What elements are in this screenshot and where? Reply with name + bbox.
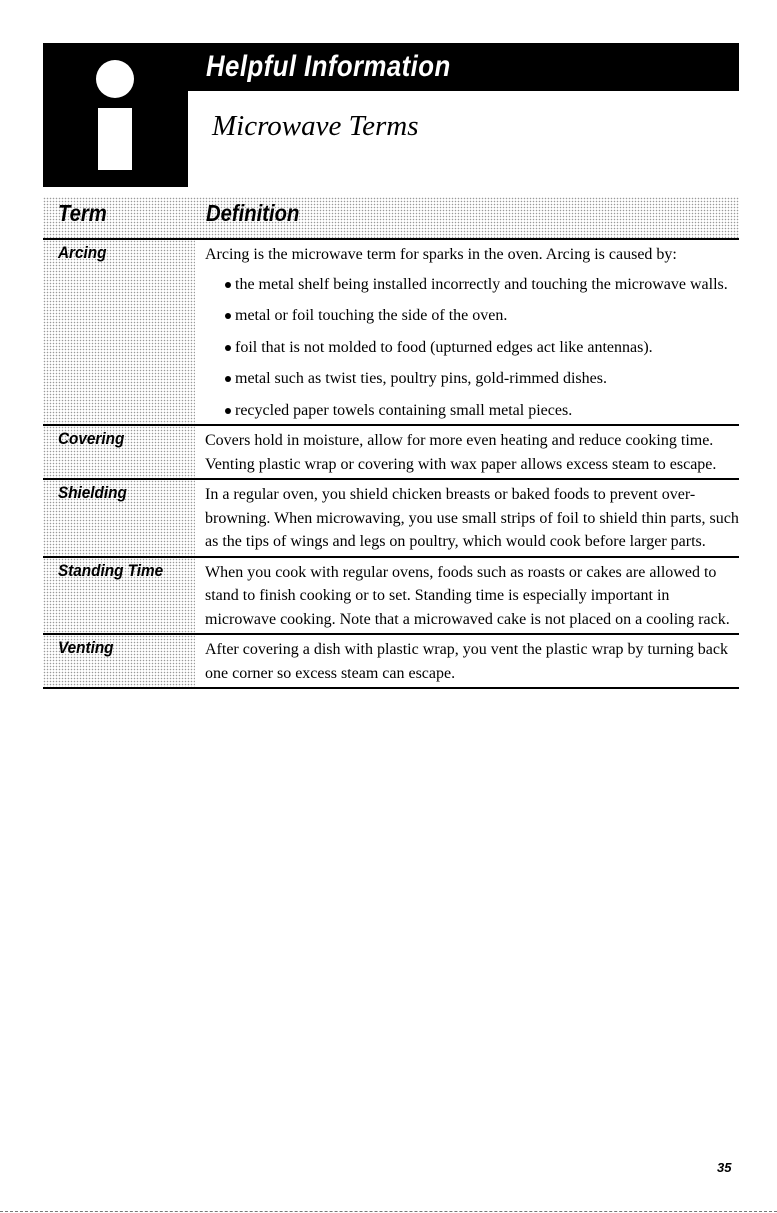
list-item-text: metal such as twist ties, poultry pins, gold-rimmed dishes. [235,370,607,387]
bullet-icon [225,345,231,351]
definition-cell [205,426,739,478]
info-icon-bar [98,108,132,170]
term-cell [43,558,195,634]
term-cell [43,635,195,687]
term-cell [43,480,195,556]
bullet-icon [225,376,231,382]
list-item-text: metal or foil touching the side of the oven. [235,307,508,324]
table-row [43,480,739,558]
definition-column-header: Definition [206,200,300,226]
bullet-list [205,273,739,423]
list-item [205,304,739,328]
definition-cell [205,240,739,424]
definition-text: Arcing is the microwave term for sparks in the oven. Arcing is caused by: [205,246,677,263]
definition-cell [205,635,739,687]
definition-text: When you cook with regular ovens, foods such as roasts or cakes are allowed to stand to finish cooking or to set. Standing time is especially important in microwave cooking. Note that a microwaved cake is not placed on a cooling rack. [205,563,730,628]
list-item [205,273,739,297]
list-item [205,336,739,360]
table-row [43,635,739,689]
section-subtitle: Microwave Terms [212,110,419,142]
page-number: 35 [717,1160,732,1175]
list-item-text: foil that is not molded to food (upturned edges act like antennas). [235,338,653,356]
term-column-header: Term [58,200,107,226]
page-title: Helpful Information [206,50,451,83]
definition-cell [205,480,739,556]
definition-text: Covers hold in moisture, allow for more even heating and reduce cooking time. Venting plastic wrap or covering with wax paper allows excess steam to escape. [205,432,717,473]
definition-text: After covering a dish with plastic wrap, you vent the plastic wrap by turning back one corner so excess steam can escape. [205,641,728,682]
term-label: Venting [58,638,114,657]
terms-table [43,197,739,689]
table-row [43,426,739,480]
info-icon-dot [96,60,134,98]
bullet-icon [225,408,231,414]
list-item [205,367,739,391]
page-bottom-rule [0,1211,777,1212]
term-label: Covering [58,429,125,448]
table-row [43,558,739,636]
info-icon-block [43,43,188,187]
bullet-icon [225,282,231,288]
title-banner [188,43,739,91]
bullet-icon [225,313,231,319]
term-cell [43,426,195,478]
term-label: Arcing [58,243,107,262]
definition-cell [205,558,739,634]
term-label: Shielding [58,483,127,502]
list-item-text: recycled paper towels containing small metal pieces. [235,401,573,419]
list-item-text: the metal shelf being installed incorrectly and touching the microwave walls. [235,275,728,293]
definition-text: In a regular oven, you shield chicken breasts or baked foods to prevent over-browning. When microwaving, you use small strips of foil to shield thin parts, such as the tips of wings and legs on poultry, which would cook before larger parts. [205,486,739,550]
term-cell [43,240,195,424]
table-header [43,197,739,240]
list-item [205,399,739,423]
term-label: Standing Time [58,560,164,580]
table-row [43,240,739,426]
